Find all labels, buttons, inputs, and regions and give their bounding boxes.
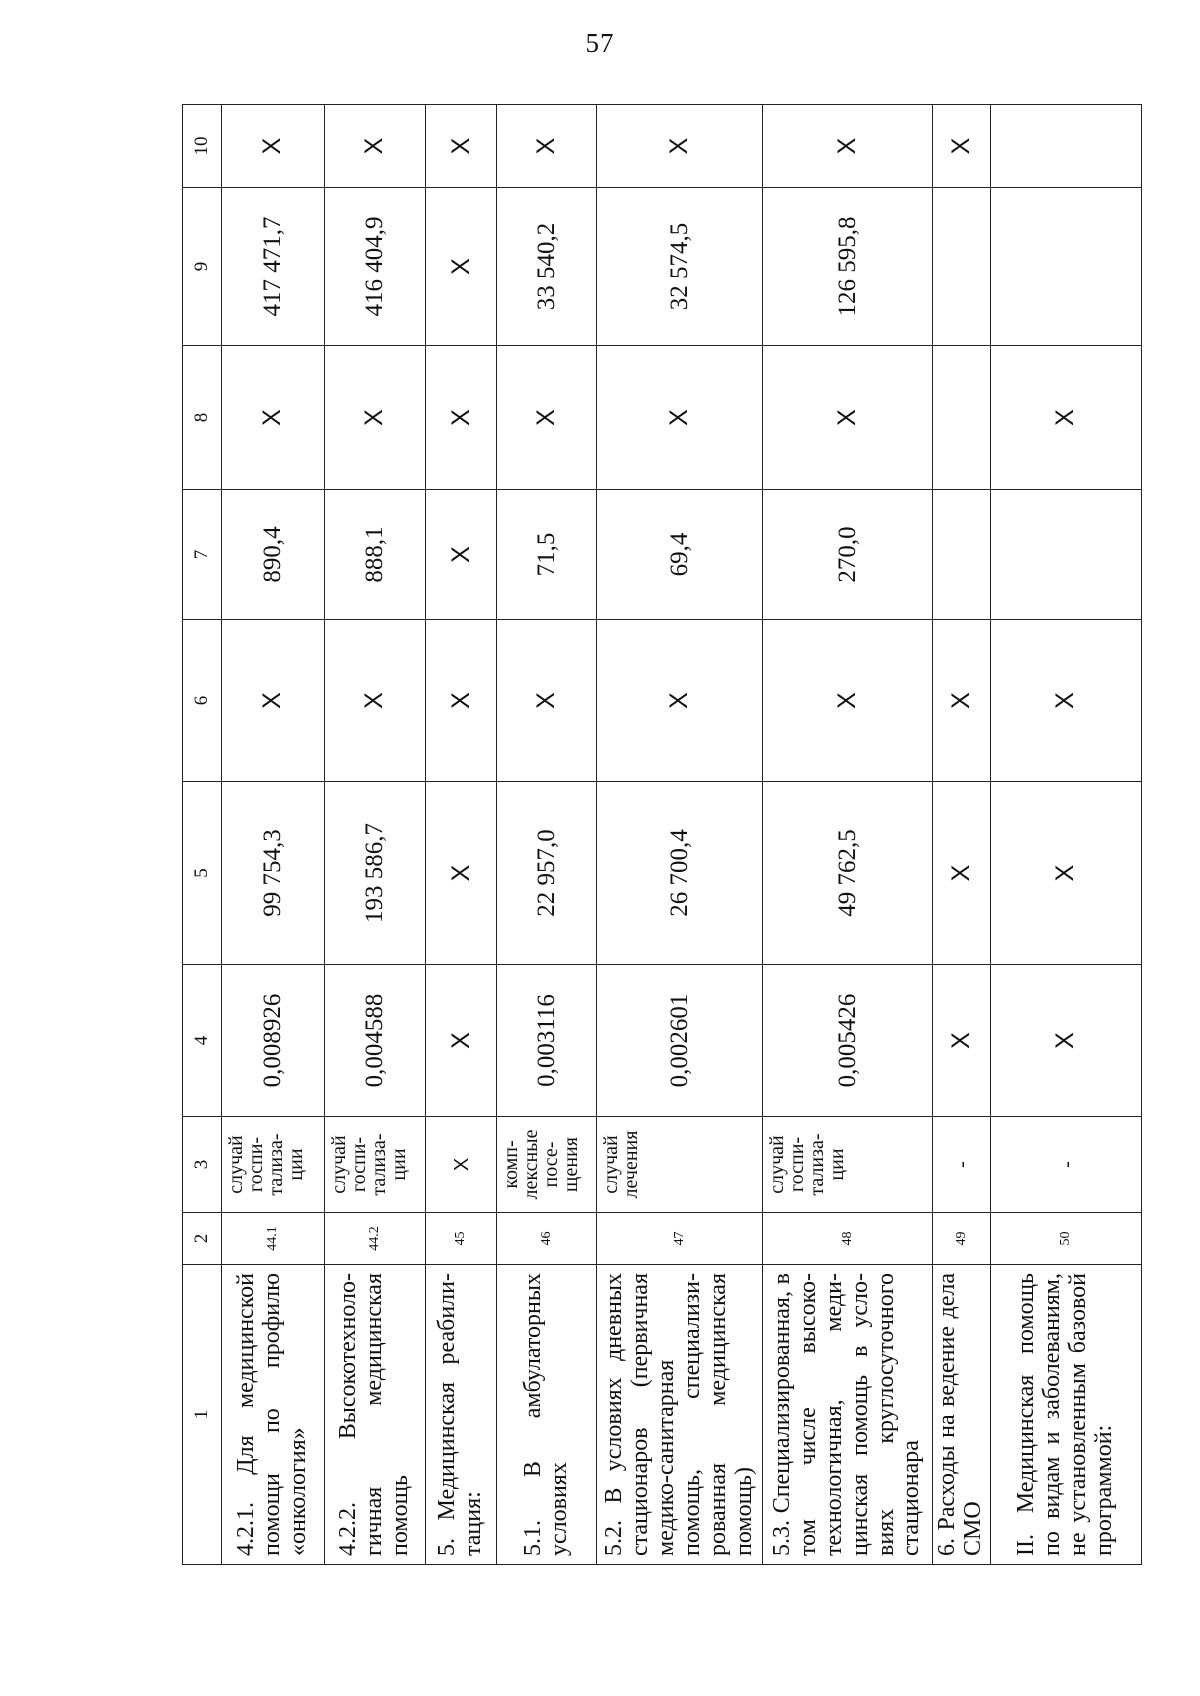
unit-of-measure: случай госпи-тализа-ции: [324, 1117, 425, 1213]
table-cell: 193 586,7: [324, 782, 425, 965]
table-cell: Х: [425, 620, 496, 782]
table-cell: 26 700,4: [597, 782, 763, 965]
table-cell: Х: [324, 105, 425, 188]
table-cell: [990, 490, 1141, 620]
row-label: 6. Расходы на ведение дела СМО: [932, 1265, 990, 1565]
table-cell: 0,005426: [763, 965, 932, 1117]
page-number: 57: [585, 28, 615, 58]
column-number: 5: [183, 782, 222, 965]
table-cell: 126 595,8: [763, 188, 932, 346]
table-cell: 69,4: [597, 490, 763, 620]
table-cell: 270,0: [763, 490, 932, 620]
column-number: 7: [183, 490, 222, 620]
table-row: [497, 105, 597, 1565]
table-cell: Х: [221, 346, 324, 490]
table-cell: 49 762,5: [763, 782, 932, 965]
unit-of-measure: Х: [425, 1117, 496, 1213]
table-cell: 888,1: [324, 490, 425, 620]
data-table: [182, 104, 1142, 1565]
table-cell: Х: [932, 620, 990, 782]
table-cell: Х: [497, 346, 597, 490]
table-cell: Х: [497, 105, 597, 188]
table-cell: Х: [932, 105, 990, 188]
unit-of-measure: случай лечения: [597, 1117, 763, 1213]
row-label: 4.2.1. Для медицинской помощи по профилю «онкология»: [221, 1265, 324, 1565]
row-label: II. Медицинская помощь по видам и заболеваниям, не установленным базовой программой:: [990, 1265, 1141, 1565]
table-cell: Х: [763, 346, 932, 490]
row-number: 45: [425, 1213, 496, 1265]
table-cell: Х: [497, 620, 597, 782]
row-number: 50: [990, 1213, 1141, 1265]
unit-of-measure: -: [932, 1117, 990, 1213]
table-cell: Х: [221, 105, 324, 188]
table-cell: Х: [425, 105, 496, 188]
table-row: [221, 105, 324, 1565]
column-number: 1: [183, 1265, 222, 1565]
unit-of-measure: случай госпи-тализа-ции: [763, 1117, 932, 1213]
table-cell: Х: [324, 346, 425, 490]
column-number: 3: [183, 1117, 222, 1213]
table-cell: [932, 490, 990, 620]
row-label: 5.2. В условиях дневных стационаров (первичная медико-санитарная помощь, специализи-рованная медицинская помощь): [597, 1265, 763, 1565]
table-cell: 417 471,7: [221, 188, 324, 346]
table-cell: 33 540,2: [497, 188, 597, 346]
table-cell: 0,008926: [221, 965, 324, 1117]
row-label: 5.3. Специализированная, в том числе высоко-технологичная, меди-цинская помощь в усло-виях круглосуточного стационара: [763, 1265, 932, 1565]
column-number: 6: [183, 620, 222, 782]
row-label: 5.1. В амбулаторных условиях: [497, 1265, 597, 1565]
unit-of-measure: комп-лексные посе-щения: [497, 1117, 597, 1213]
row-number: 48: [763, 1213, 932, 1265]
table-cell: 99 754,3: [221, 782, 324, 965]
table-cell: Х: [932, 965, 990, 1117]
table-cell: 0,004588: [324, 965, 425, 1117]
table-row: [932, 105, 990, 1565]
table-cell: 416 404,9: [324, 188, 425, 346]
column-number: 2: [183, 1213, 222, 1265]
unit-of-measure: случай госпи-тализа-ции: [221, 1117, 324, 1213]
table-cell: 0,003116: [497, 965, 597, 1117]
row-number: 47: [597, 1213, 763, 1265]
unit-of-measure: -: [990, 1117, 1141, 1213]
table-cell: Х: [990, 620, 1141, 782]
table-cell: Х: [763, 620, 932, 782]
table-row: [324, 105, 425, 1565]
table-row: [597, 105, 763, 1565]
column-number: 10: [183, 105, 222, 188]
column-number-row: [183, 105, 222, 1565]
table-cell: [990, 105, 1141, 188]
table-cell: Х: [932, 782, 990, 965]
row-number: 44.2: [324, 1213, 425, 1265]
table-cell: Х: [597, 620, 763, 782]
table-cell: 0,002601: [597, 965, 763, 1117]
column-number: 4: [183, 965, 222, 1117]
table-cell: Х: [597, 346, 763, 490]
table-cell: Х: [425, 782, 496, 965]
table-cell: [990, 188, 1141, 346]
table-row: [763, 105, 932, 1565]
table-row: [990, 105, 1141, 1565]
column-number: 8: [183, 346, 222, 490]
table-cell: Х: [990, 782, 1141, 965]
table-cell: Х: [990, 965, 1141, 1117]
row-number: 44.1: [221, 1213, 324, 1265]
row-label: 5. Медицинская реабили-тация:: [425, 1265, 496, 1565]
table-cell: 32 574,5: [597, 188, 763, 346]
table-cell: Х: [597, 105, 763, 188]
table-cell: 22 957,0: [497, 782, 597, 965]
table-cell: Х: [221, 620, 324, 782]
table-row: [425, 105, 496, 1565]
row-number: 46: [497, 1213, 597, 1265]
table-cell: Х: [324, 620, 425, 782]
table-cell: Х: [425, 490, 496, 620]
table-cell: [932, 188, 990, 346]
table-cell: 71,5: [497, 490, 597, 620]
table-cell: Х: [425, 188, 496, 346]
table-cell: Х: [425, 965, 496, 1117]
table-cell: [932, 346, 990, 490]
rotated-table-container: [182, 105, 1142, 1565]
column-number: 9: [183, 188, 222, 346]
table-cell: Х: [763, 105, 932, 188]
table-cell: Х: [990, 346, 1141, 490]
table-cell: Х: [425, 346, 496, 490]
row-label: 4.2.2. Высокотехноло-гичная медицинская помощь: [324, 1265, 425, 1565]
row-number: 49: [932, 1213, 990, 1265]
table-cell: 890,4: [221, 490, 324, 620]
